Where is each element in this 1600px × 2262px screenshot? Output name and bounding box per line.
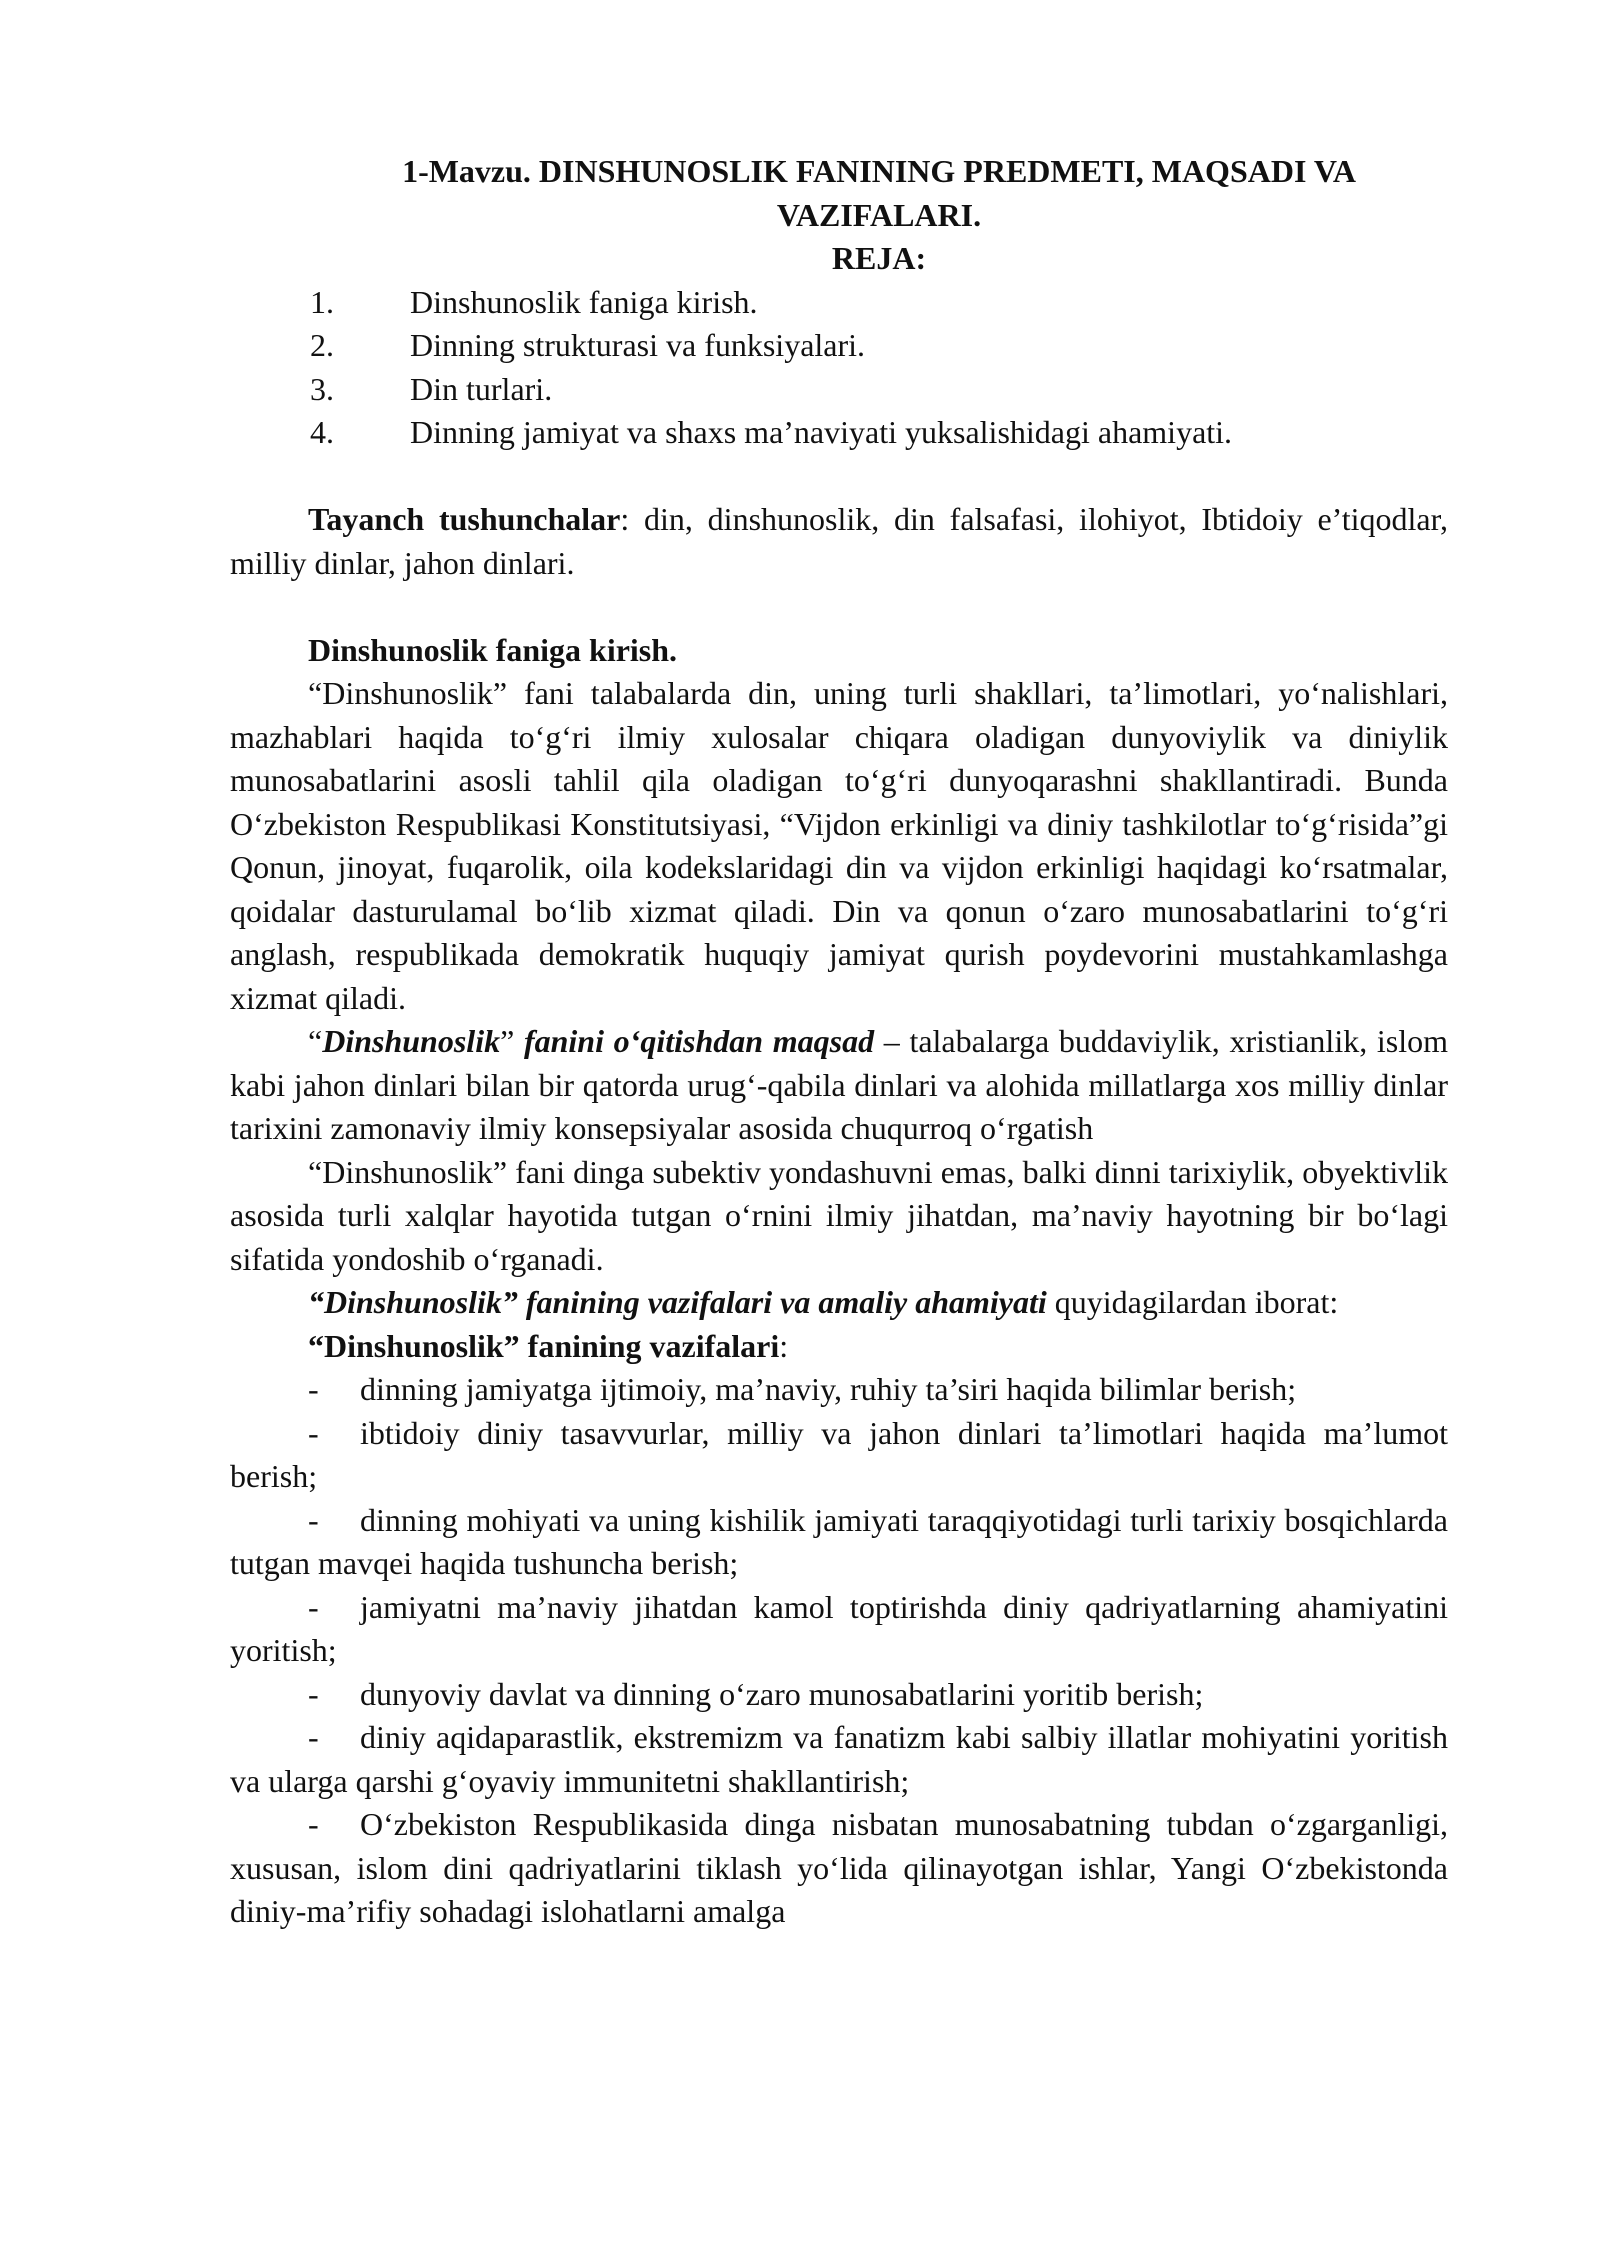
paragraph-tasks-intro bbox=[230, 1281, 1448, 1325]
plan-list bbox=[230, 281, 1448, 455]
spacer bbox=[230, 585, 1448, 629]
task-text: jamiyatni ma’naviy jihatdan kamol toptirishda diniy qadriyatlarning ahamiyatini yoritish; bbox=[230, 1588, 1448, 1668]
paragraph-approach: “Dinshunoslik” fani dinga subektiv yondashuvni emas, balki dinni tarixiylik, obyektivlik asosida turli xalqlar hayotida tutgan o‘rnini ilmiy jihatdan, ma’naviy hayotning bir bo‘lagi sifatida yondoshib o‘rganadi. bbox=[230, 1153, 1448, 1277]
goal-close-quote: ” bbox=[500, 1023, 515, 1059]
plan-item-text: Dinning strukturasi va funksiyalari. bbox=[410, 327, 866, 363]
task-text: ibtidoiy diniy tasavvurlar, milliy va jahon dinlari ta’limotlari haqida ma’lumot berish; bbox=[230, 1414, 1448, 1494]
spacer bbox=[230, 455, 1448, 499]
plan-item-text: Dinshunoslik faniga kirish. bbox=[410, 283, 758, 320]
tasks-list bbox=[230, 1368, 1448, 1934]
document-title-line-2: VAZIFALARI. bbox=[776, 196, 982, 233]
section-heading: Dinshunoslik faniga kirish. bbox=[308, 631, 678, 668]
tasks-heading-line bbox=[230, 1325, 1448, 1369]
task-item bbox=[230, 1499, 1448, 1586]
plan-item-text: Din turlari. bbox=[410, 370, 553, 407]
task-text: dinning mohiyati va uning kishilik jamiyati taraqqiyotidagi turli tarixiy bosqichlarda tutgan mavqei haqida tushuncha berish; bbox=[230, 1501, 1448, 1581]
dash-bullet: - bbox=[308, 1806, 319, 1842]
dash-bullet: - bbox=[308, 1501, 319, 1538]
plan-item bbox=[310, 411, 1448, 455]
key-terms-text: : din, dinshunoslik, din falsafasi, ilohiyot, Ibtidoiy e’tiqodlar, milliy dinlar, jahon dinlari. bbox=[230, 501, 1448, 581]
task-text: diniy aqidaparastlik, ekstremizm va fanatizm kabi salbiy illatlar mohiyatini yoritish va ularga qarshi g‘oyaviy immunitetni shakllantirish; bbox=[230, 1719, 1448, 1799]
plan-heading: REJA: bbox=[831, 240, 927, 276]
dash-bullet: - bbox=[308, 1719, 319, 1755]
plan-item-number: 2. bbox=[310, 327, 334, 363]
task-item bbox=[230, 1586, 1448, 1673]
task-item bbox=[230, 1803, 1448, 1934]
plan-item bbox=[310, 324, 1448, 368]
goal-text: – talabalarga buddaviylik, xristianlik, islom kabi jahon dinlari bilan bir qatorda urug‘-qabila dinlari va alohida millatlarga xos milliy dinlar tarixini zamonaviy ilmiy konsepsiyalar asosida chuqurroq o‘rgatish bbox=[230, 1023, 1449, 1146]
dash-bullet: - bbox=[308, 1371, 319, 1407]
paragraph-goal bbox=[230, 1020, 1448, 1151]
plan-item-number: 3. bbox=[310, 370, 334, 407]
key-terms-label: Tayanch tushunchalar bbox=[308, 501, 621, 537]
goal-label: fanini o‘qitishdan maqsad bbox=[514, 1023, 875, 1059]
task-text: O‘zbekiston Respublikasida dinga nisbatan munosabatning tubdan o‘zgarganligi, xususan, islom dini qadriyatlarini tiklash yo‘lida qilinayotgan ishlar, Yangi O‘zbekistonda diniy-ma’rifiy sohadagi islohatlarni amalga bbox=[230, 1806, 1448, 1929]
plan-item bbox=[310, 368, 1448, 412]
plan-item-number: 4. bbox=[310, 414, 334, 450]
key-terms-paragraph bbox=[230, 498, 1448, 585]
goal-open-quote: “ bbox=[308, 1023, 323, 1059]
dash-bullet: - bbox=[308, 1675, 319, 1712]
task-text: dunyoviy davlat va dinning o‘zaro munosabatlarini yoritib berish; bbox=[360, 1675, 1204, 1712]
plan-item-text: Dinning jamiyat va shaxs ma’naviyati yuksalishidagi ahamiyati. bbox=[410, 414, 1233, 450]
task-item bbox=[230, 1673, 1448, 1717]
task-text: dinning jamiyatga ijtimoiy, ma’naviy, ruhiy ta’siri haqida bilimlar berish; bbox=[360, 1371, 1297, 1407]
tasks-heading: “Dinshunoslik” fanining vazifalari bbox=[308, 1327, 780, 1364]
goal-subject: Dinshunoslik bbox=[322, 1023, 501, 1059]
document-title-line-1: 1-Mavzu. DINSHUNOSLIK FANINING PREDMETI, MAQSADI VA bbox=[402, 153, 1356, 189]
task-item bbox=[230, 1368, 1448, 1412]
tasks-heading-colon: : bbox=[779, 1327, 789, 1364]
paragraph-intro: “Dinshunoslik” fani talabalarda din, uning turli shakllari, ta’limotlari, yo‘nalishlari, mazhablari haqida to‘g‘ri ilmiy xulosalar chiqara oladigan dunyoviylik va diniylik munosabatlarini asosli tahlil qila oladigan to‘g‘ri dunyoqarashni shakllantiradi. Bunda O‘zbekiston Respublikasi Konstitutsiyasi, “Vijdon erkinligi va diniy tashkilotlar to‘g‘risida”gi Qonun, jinoyat, fuqarolik, oila kodekslaridagi din va vijdon erkinligi haqidagi ko‘rsatmalar, qoidalar dasturulamal bo‘lib xizmat qiladi. Din va qonun o‘zaro munosabatlarini to‘g‘ri anglash, respublikada demokratik huquqiy jamiyat qurish poydevorini mustahkamlashga xizmat qiladi. bbox=[230, 675, 1448, 1016]
tasks-intro-text: quyidagilardan iborat: bbox=[1046, 1284, 1339, 1320]
task-item bbox=[230, 1716, 1448, 1803]
plan-item-number: 1. bbox=[310, 283, 334, 320]
dash-bullet: - bbox=[308, 1588, 319, 1625]
dash-bullet: - bbox=[308, 1414, 319, 1451]
plan-item bbox=[310, 281, 1448, 325]
task-item bbox=[230, 1412, 1448, 1499]
tasks-intro-label: “Dinshunoslik” fanining vazifalari va amaliy ahamiyati bbox=[308, 1284, 1047, 1320]
